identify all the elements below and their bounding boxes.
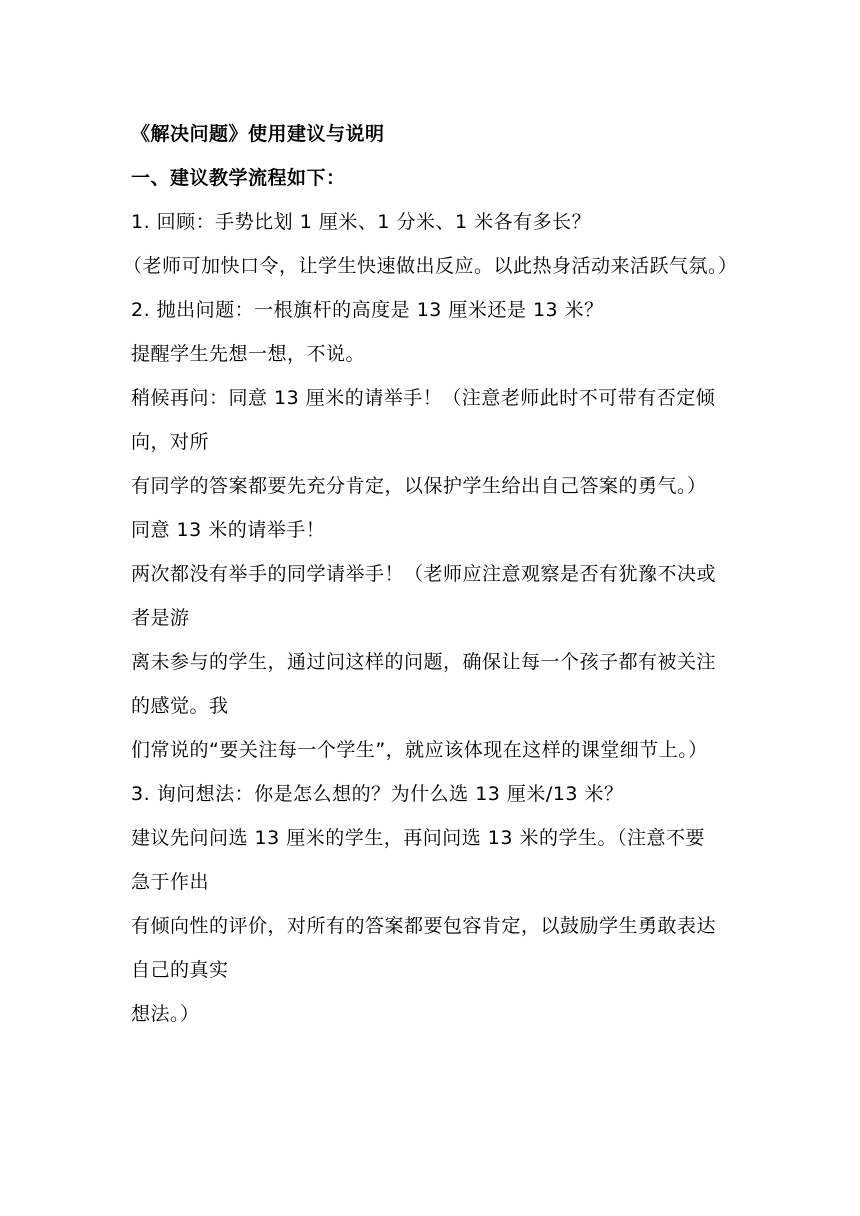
text-line: 有倾向性的评价，对所有的答案都要包容肯定，以鼓励学生勇敢表达	[131, 915, 717, 937]
text-line: 者是游	[131, 607, 190, 629]
text-line: 提醒学生先想一想，不说。	[131, 343, 366, 365]
text-line: 们常说的“要关注每一个学生”，就应该体现在这样的课堂细节上。）	[131, 739, 708, 761]
text-line: 急于作出	[131, 871, 210, 893]
text-line: 离未参与的学生，通过问这样的问题，确保让每一个孩子都有被关注	[131, 651, 717, 673]
text-line: 3. 询问想法：你是怎么想的？为什么选 13 厘米/13 米？	[131, 783, 624, 805]
text-line: 建议先问问选 13 厘米的学生，再问问选 13 米的学生。（注意不要	[131, 827, 706, 849]
text-line: 2. 抛出问题：一根旗杆的高度是 13 厘米还是 13 米？	[131, 299, 604, 321]
document-body	[123, 112, 751, 1036]
text-line: 自己的真实	[131, 959, 229, 981]
document-title: 《解决问题》使用建议与说明	[131, 123, 385, 145]
text-line: 同意 13 米的请举手！	[131, 519, 326, 541]
text-line: 稍候再问：同意 13 厘米的请举手！（注意老师此时不可带有否定倾	[131, 387, 716, 409]
text-line: 1. 回顾：手势比划 1 厘米、1 分米、1 米各有多长？	[131, 211, 592, 233]
section-heading: 一、建议教学流程如下：	[131, 167, 346, 189]
text-line: （老师可加快口令，让学生快速做出反应。以此热身活动来活跃气氛。）	[123, 255, 738, 277]
text-line: 有同学的答案都要先充分肯定，以保护学生给出自己答案的勇气。）	[131, 475, 707, 497]
text-line: 两次都没有举手的同学请举手！（老师应注意观察是否有犹豫不决或	[131, 563, 717, 585]
text-line: 想法。）	[131, 1003, 200, 1025]
text-line: 的感觉。我	[131, 695, 229, 717]
text-line: 向，对所	[131, 431, 210, 453]
